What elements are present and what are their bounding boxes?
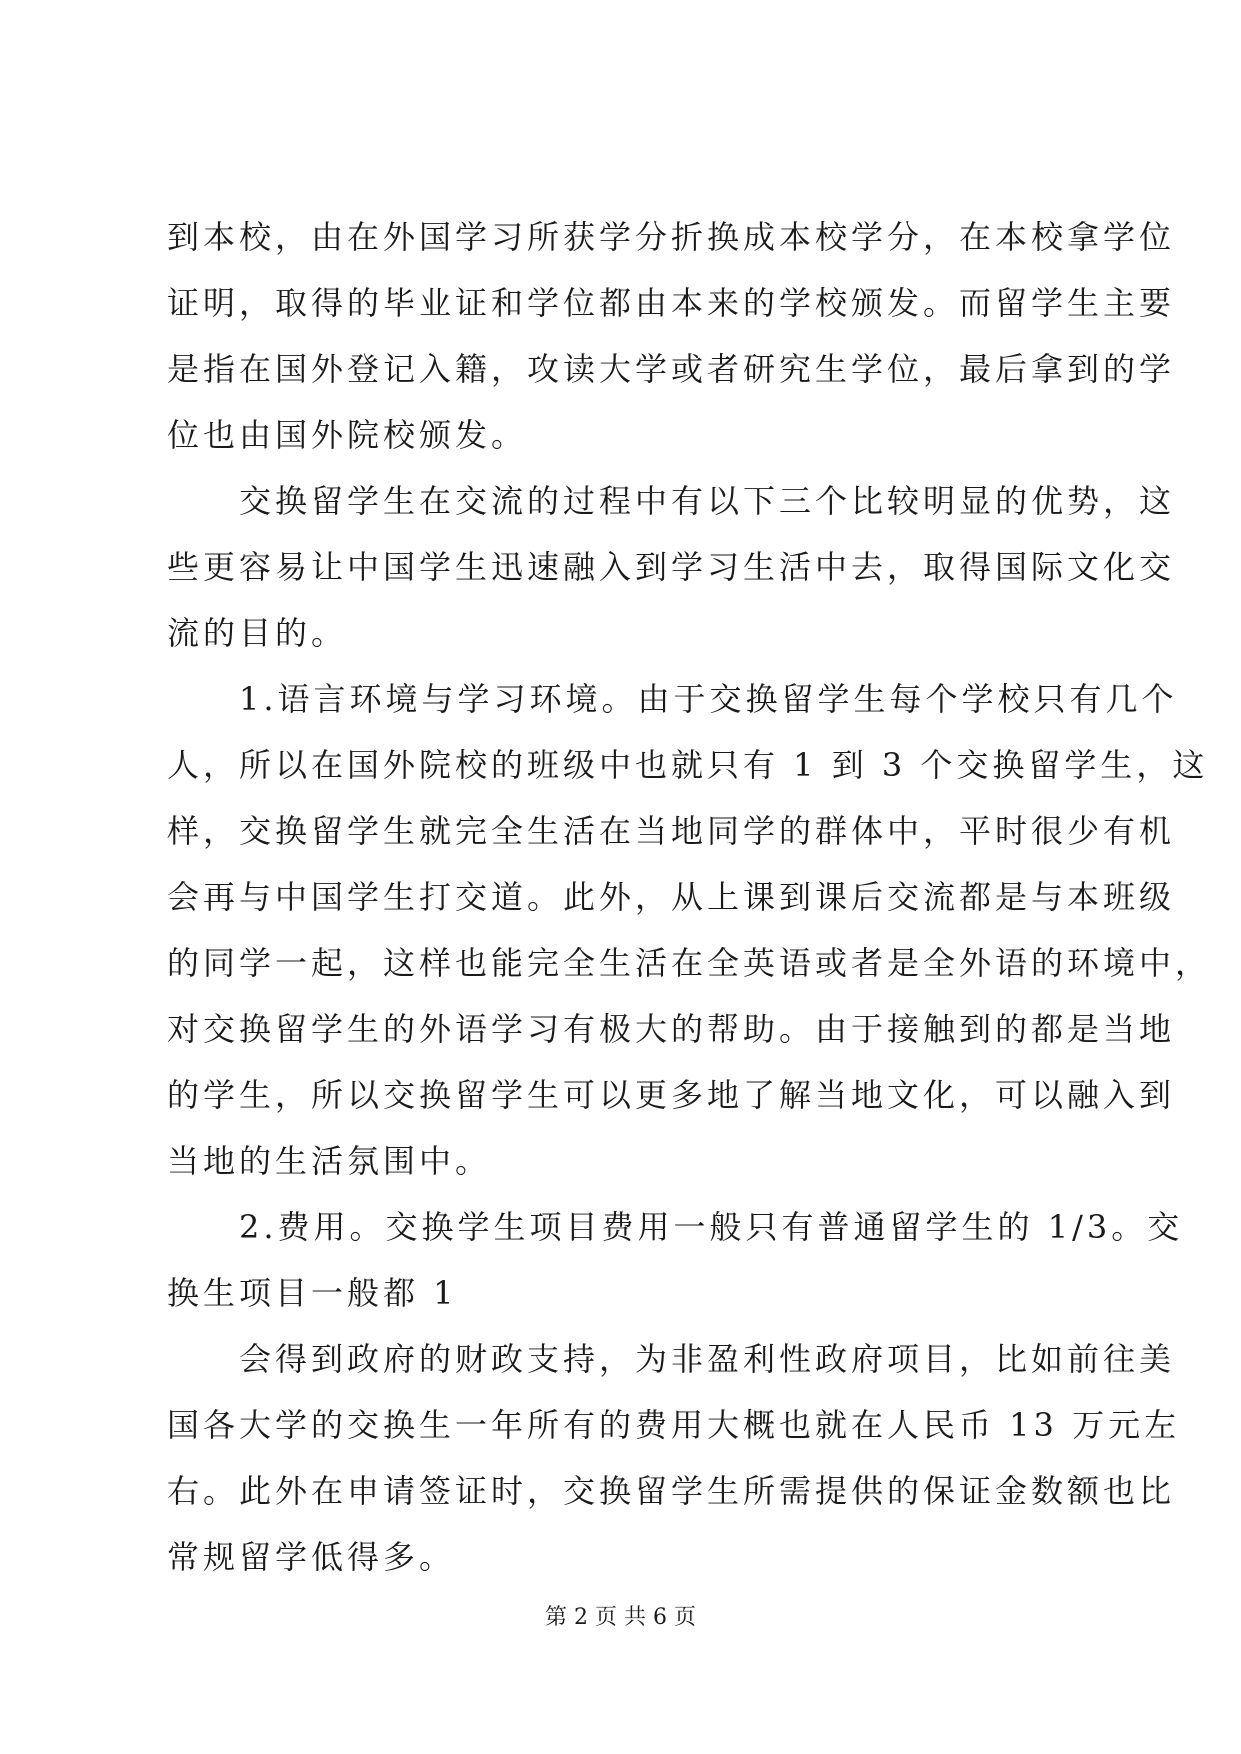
text-line: 会再与中国学生打交道。此外，从上课到课后交流都是与本班级 (167, 878, 1176, 916)
text-line: 位也由国外院校颁发。 (167, 416, 528, 454)
text-line: 流的目的。 (167, 614, 348, 652)
text-line: 些更容易让中国学生迅速融入到学习生活中去，取得国际文化交 (167, 548, 1176, 586)
page-footer (0, 1603, 1241, 1633)
text-line: 的学生，所以交换留学生可以更多地了解当地文化，可以融入到 (167, 1076, 1176, 1114)
text-line: 的同学一起，这样也能完全生活在全英语或者是全外语的环境中， (167, 944, 1212, 982)
text-line: 人，所以在国外院校的班级中也就只有 1 到 3 个交换留学生，这 (167, 746, 1209, 784)
text-line: 右。此外在申请签证时，交换留学生所需提供的保证金数额也比 (167, 1472, 1176, 1510)
text-line: 常规留学低得多。 (167, 1538, 456, 1576)
page-number-label: 第 2 页 共 6 页 (545, 1605, 696, 1630)
text-line: 交换留学生在交流的过程中有以下三个比较明显的优势，这 (167, 482, 1176, 520)
text-line: 证明，取得的毕业证和学位都由本来的学校颁发。而留学生主要 (167, 284, 1176, 322)
text-line: 样，交换留学生就完全生活在当地同学的群体中，平时很少有机 (167, 812, 1176, 850)
text-line: 对交换留学生的外语学习有极大的帮助。由于接触到的都是当地 (167, 1010, 1176, 1048)
text-line: 换生项目一般都 1 (167, 1274, 458, 1312)
text-line: 到本校，由在外国学习所获学分折换成本校学分，在本校拿学位 (167, 218, 1176, 256)
text-line: 是指在国外登记入籍，攻读大学或者研究生学位，最后拿到的学 (167, 350, 1176, 388)
body-text (167, 204, 1212, 1590)
text-line: 国各大学的交换生一年所有的费用大概也就在人民币 13 万元左 (167, 1406, 1181, 1444)
text-line: 1.语言环境与学习环境。由于交换留学生每个学校只有几个 (167, 680, 1178, 718)
text-line: 当地的生活氛围中。 (167, 1142, 492, 1180)
text-line: 2.费用。交换学生项目费用一般只有普通留学生的 1/3。交 (167, 1208, 1184, 1246)
text-line: 会得到政府的财政支持，为非盈利性政府项目，比如前往美 (167, 1340, 1176, 1378)
